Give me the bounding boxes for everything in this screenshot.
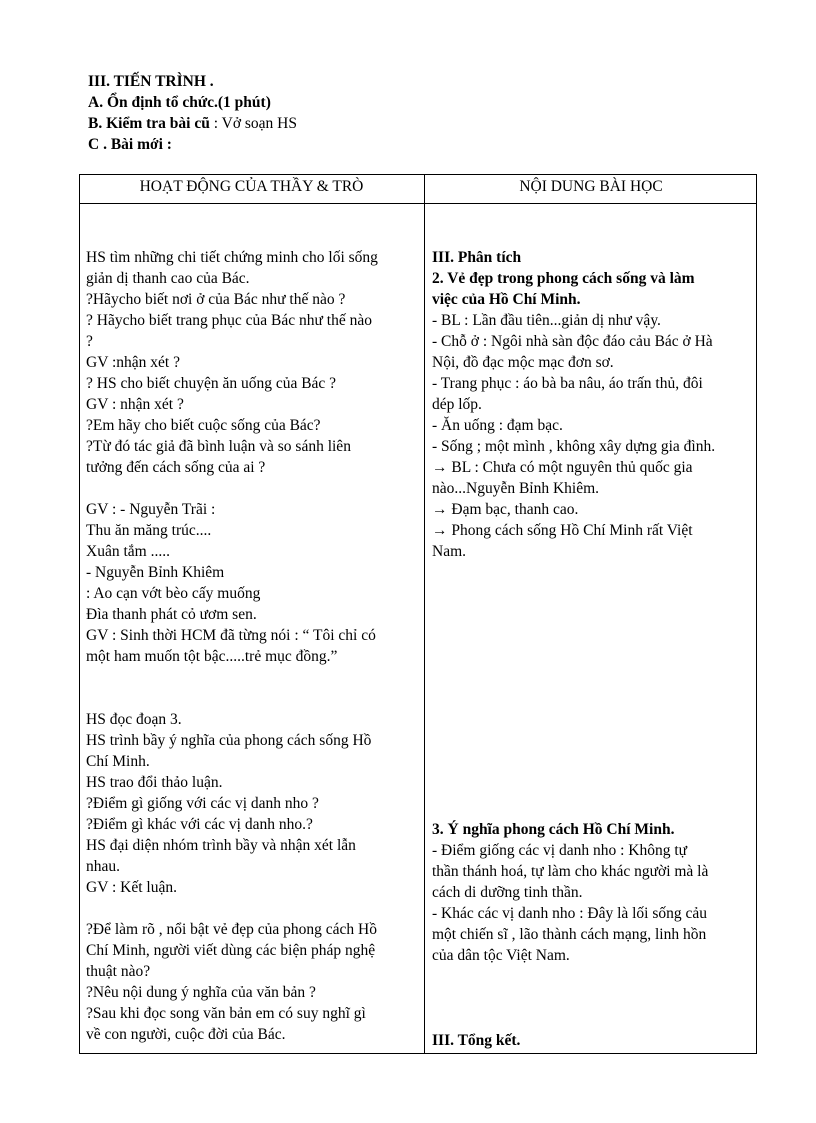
right-text-line: - Trang phục : áo bà ba nâu, áo trấn thủ, đôi: [432, 375, 703, 392]
left-text-line: HS trao đổi thảo luận.: [86, 774, 223, 791]
left-text-line: GV : Sinh thời HCM đã từng nói : “ Tôi chỉ có: [86, 627, 376, 644]
right-text-line: - BL : Lần đầu tiên...giản dị như vậy.: [432, 312, 661, 329]
table-header-divider: [79, 203, 757, 204]
left-text-line: Chí Minh.: [86, 753, 150, 770]
left-text-line: [86, 226, 418, 247]
right-text-line: - Điểm giống các vị danh nho : Không tự: [432, 842, 688, 859]
left-text-line: ? HS cho biết chuyện ăn uống của Bác ?: [86, 375, 337, 392]
right-section-2-lines: [432, 310, 752, 562]
right-text-line: Nam.: [432, 543, 467, 560]
left-text-line: về con người, cuộc đời của Bác.: [86, 1026, 286, 1043]
left-text-line: ?Để làm rõ , nổi bật vẻ đẹp của phong cách Hồ: [86, 921, 377, 938]
left-text-line: HS trình bầy ý nghĩa của phong cách sống Hồ: [86, 732, 372, 749]
left-text-line: [86, 205, 418, 226]
right-column-section-2: [432, 247, 752, 562]
step-c-heading: C . Bài mới :: [88, 136, 172, 153]
step-b-label: B. Kiểm tra bài cũ: [88, 115, 210, 132]
step-b-value: : Vở soạn HS: [209, 115, 297, 132]
right-subheading-line1: 2. Vẻ đẹp trong phong cách sống và làm: [432, 270, 695, 287]
left-text-line: thuật nào?: [86, 963, 151, 980]
left-text-line: [86, 898, 418, 919]
left-text-line: ?Sau khi đọc song văn bản em có suy nghĩ gì: [86, 1005, 366, 1022]
left-text-line: [86, 478, 418, 499]
left-text-line: ?Điểm gì khác với các vị danh nho.?: [86, 816, 313, 833]
right-text-line: - Chỗ ở : Ngôi nhà sàn độc đáo cảu Bác ở Hà: [432, 333, 713, 350]
left-column-activities: [86, 205, 418, 1045]
right-heading-phan-tich: III. Phân tích: [432, 249, 522, 266]
left-text-line: [86, 688, 418, 709]
left-text-line: ? Hãycho biết trang phục của Bác như thế nào: [86, 312, 373, 329]
left-text-line: nhau.: [86, 858, 121, 875]
left-text-line: HS đại diện nhóm trình bầy và nhận xét lẫn: [86, 837, 356, 854]
left-text-line: GV : - Nguyễn Trãi :: [86, 501, 216, 518]
table-column-divider: [424, 174, 425, 1054]
left-text-line: Thu ăn măng trúc....: [86, 522, 212, 539]
right-text-line: nào...Nguyễn Bỉnh Khiêm.: [432, 480, 600, 497]
left-text-line: Chí Minh, người viết dùng các biện pháp nghệ: [86, 942, 376, 959]
left-text-line: - Nguyễn Bỉnh Khiêm: [86, 564, 225, 581]
right-heading-y-nghia: 3. Ý nghĩa phong cách Hồ Chí Minh.: [432, 821, 675, 838]
left-text-line: ?Nêu nội dung ý nghĩa của văn bản ?: [86, 984, 316, 1001]
left-text-line: [86, 667, 418, 688]
left-text-line: HS tìm những chi tiết chứng minh cho lối sống: [86, 249, 378, 266]
right-text-line: một chiến sĩ , lão thành cách mạng, linh hồn: [432, 926, 707, 943]
right-subheading-line2: việc của Hồ Chí Minh.: [432, 291, 581, 308]
left-text-line: GV : nhận xét ?: [86, 396, 184, 413]
right-text-line: → Đạm bạc, thanh cao.: [432, 501, 579, 518]
right-column-section-3: [432, 819, 752, 966]
right-text-line: - Ăn uống : đạm bạc.: [432, 417, 563, 434]
right-text-line: Nội, đồ đạc mộc mạc đơn sơ.: [432, 354, 614, 371]
right-section-3-lines: [432, 840, 752, 966]
step-a-heading: A. Ổn định tổ chức.(1 phút): [88, 94, 271, 111]
left-text-line: Xuân tắm .....: [86, 543, 170, 560]
step-b-line: [88, 113, 297, 134]
left-text-line: : Ao cạn vớt bèo cấy muống: [86, 585, 261, 602]
right-text-line: của dân tộc Việt Nam.: [432, 947, 570, 964]
left-text-line: ?Điểm gì giống với các vị danh nho ?: [86, 795, 319, 812]
left-text-line: GV :nhận xét ?: [86, 354, 180, 371]
left-text-line: GV : Kết luận.: [86, 879, 177, 896]
left-text-line: ?Em hãy cho biết cuộc sống của Bác?: [86, 417, 321, 434]
right-heading-tong-ket: III. Tổng kết.: [432, 1032, 521, 1049]
table-header-left: HOẠT ĐỘNG CỦA THẦY & TRÒ: [139, 178, 364, 195]
left-text-line: Đìa thanh phát cỏ ươm sen.: [86, 606, 257, 623]
table-header-right: NỘI DUNG BÀI HỌC: [519, 178, 663, 195]
right-text-line: cách di dưỡng tinh thần.: [432, 884, 583, 901]
left-text-line: tưởng đến cách sống của ai ?: [86, 459, 266, 476]
left-text-line: một ham muốn tột bậc.....trẻ mục đồng.”: [86, 648, 338, 665]
left-text-line: ?Từ đó tác giả đã bình luận và so sánh liên: [86, 438, 351, 455]
left-text-line: ?Hãycho biết nơi ở của Bác như thế nào ?: [86, 291, 346, 308]
left-text-line: HS đọc đoạn 3.: [86, 711, 182, 728]
right-text-line: - Sống ; một mình , không xây dựng gia đình.: [432, 438, 716, 455]
right-text-line: dép lốp.: [432, 396, 482, 413]
right-text-line: - Khác các vị danh nho : Đây là lối sống cảu: [432, 905, 708, 922]
section-heading-tien-trinh: III. TIẾN TRÌNH .: [88, 73, 214, 90]
right-text-line: thần thánh hoá, tự làm cho khác người mà là: [432, 863, 709, 880]
left-text-line: ?: [86, 333, 93, 350]
left-text-line: giản dị thanh cao của Bác.: [86, 270, 250, 287]
right-text-line: → Phong cách sống Hồ Chí Minh rất Việt: [432, 522, 693, 539]
right-text-line: → BL : Chưa có một nguyên thủ quốc gia: [432, 459, 693, 476]
